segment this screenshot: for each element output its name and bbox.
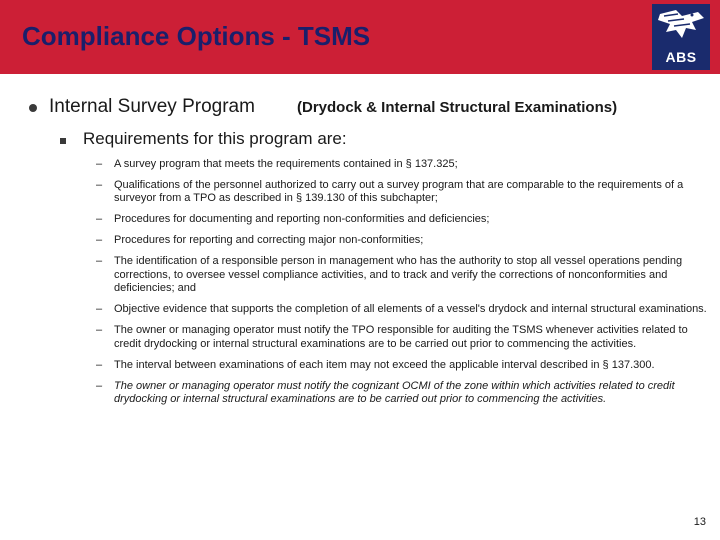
list-item-text: The owner or managing operator must notify the cognizant OCMI of the zone within which activities related to credit drydocking or internal structural examinations are to be carried out prior to commencing the activities. [114, 379, 675, 406]
list-item-text: Objective evidence that supports the completion of all elements of a vessel's drydock and internal structural examinations. [114, 303, 707, 316]
list-item [96, 303, 708, 317]
dash-bullet: – [96, 303, 103, 316]
dash-bullet: – [96, 255, 103, 268]
list-item [96, 324, 708, 351]
level1-main-text: Internal Survey Program [49, 96, 255, 117]
round-bullet-icon [29, 104, 37, 112]
list-item-text: Procedures for documenting and reporting non-conformities and deficiencies; [114, 213, 490, 226]
list-item [96, 255, 708, 296]
logo-text: ABS [665, 49, 697, 65]
list-item-text: Procedures for reporting and correcting major non-conformities; [114, 234, 424, 247]
dash-bullet: – [96, 324, 103, 337]
abs-eagle-logo-icon [652, 4, 710, 50]
list-item [96, 179, 708, 206]
dash-bullet: – [96, 358, 103, 371]
list-item-text: A survey program that meets the requirements contained in § 137.325; [114, 158, 458, 170]
list-item [96, 213, 708, 227]
requirements-list [96, 158, 708, 414]
header-bar [0, 0, 720, 74]
list-item [96, 158, 708, 172]
level1-sub-text: (Drydock & Internal Structural Examinations) [297, 99, 618, 116]
page-number: 13 [693, 516, 706, 528]
list-item [96, 359, 708, 373]
dash-bullet: – [96, 178, 103, 191]
dash-bullet: – [96, 379, 103, 392]
list-item-text: Qualifications of the personnel authorized to carry out a survey program that are comparable to the requirements of a surveyor from a TPO as described in § 139.130 of this subchapter; [114, 178, 684, 205]
square-bullet-icon [60, 138, 66, 144]
list-item [96, 380, 708, 407]
abs-logo [652, 4, 710, 70]
list-item-text: The owner or managing operator must notify the TPO responsible for auditing the TSMS whenever activities related to credit drydocking or internal structural examinations are to be carried out prior to commencing the activities. [114, 324, 688, 350]
dash-bullet: – [96, 234, 103, 247]
slide-title: Compliance Options - TSMS [22, 21, 371, 51]
list-item-text: The interval between examinations of each item may not exceed the applicable interval described in § 137.300. [114, 358, 655, 371]
list-item [96, 234, 708, 248]
dash-bullet: – [96, 158, 103, 170]
level2-text: Requirements for this program are: [83, 129, 347, 148]
dash-bullet: – [96, 213, 103, 226]
list-item-text: The identification of a responsible person in management who has the authority to stop all vessel operations pending corrections, to oversee vessel compliance activities, and to track and verify the corrections of nonconformities and deficiencies; and [114, 255, 683, 295]
